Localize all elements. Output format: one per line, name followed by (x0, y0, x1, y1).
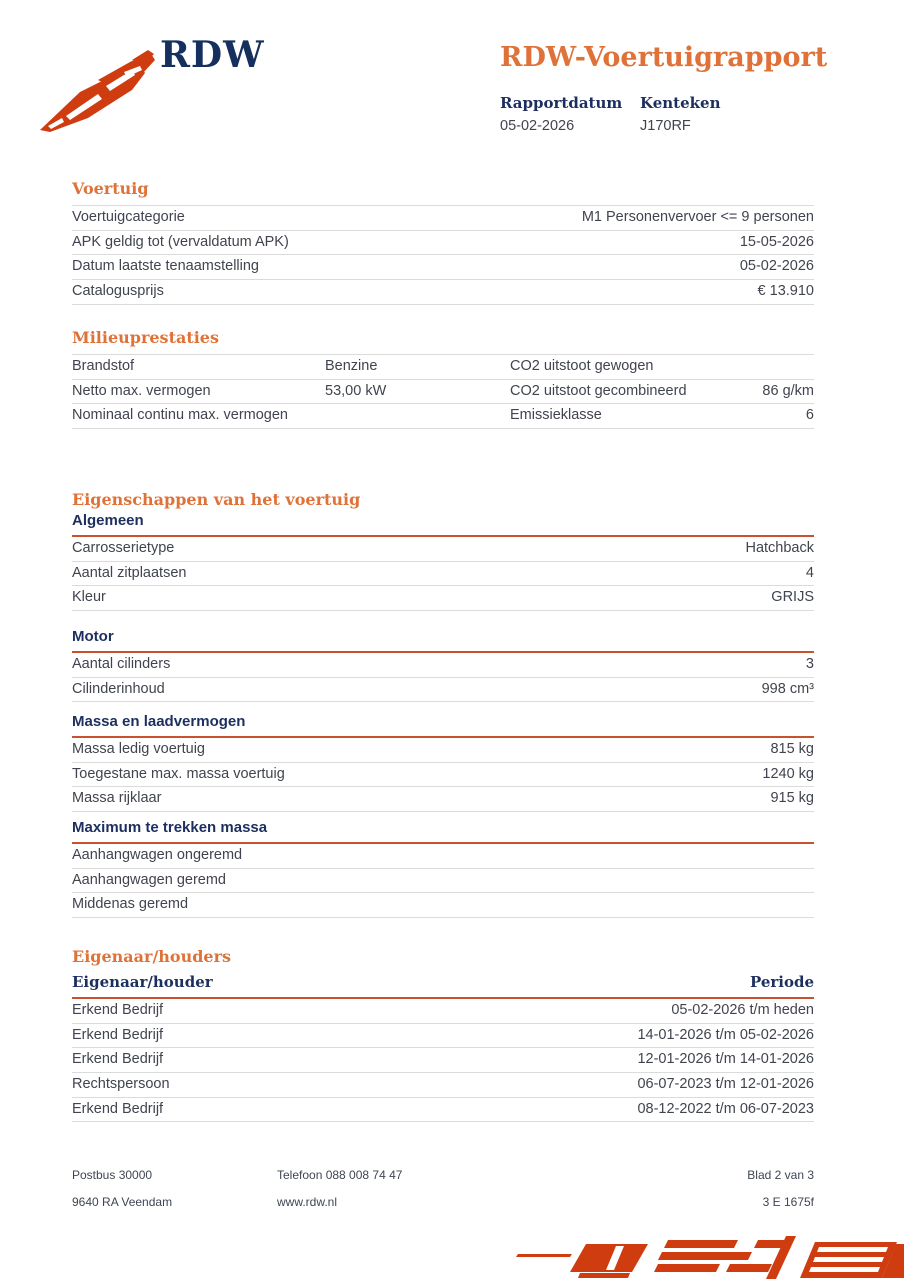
row-value: 12-01-2026 t/m 14-01-2026 (637, 1051, 814, 1068)
section-title-voertuig: Voertuig (72, 179, 149, 198)
section-voertuig (72, 179, 814, 305)
section-milieuprestaties (72, 328, 814, 429)
table-row (72, 787, 814, 812)
row-value: 3 (805, 656, 814, 672)
table-row (72, 1048, 814, 1073)
section-eigenaar-houders (72, 947, 814, 1122)
row-value: 815 kg (770, 741, 814, 757)
eigenaar-table-header (72, 973, 814, 999)
report-date-label: Rapportdatum (500, 94, 623, 112)
row-value: 6 (805, 407, 814, 424)
footer-form-code: 3 E 1675f (762, 1195, 814, 1209)
subsection-title-algemeen: Algemeen (72, 512, 814, 537)
report-meta (500, 94, 814, 134)
table-row (72, 653, 814, 678)
row-value: 15-05-2026 (739, 233, 814, 250)
eigenaar-col-owner: Eigenaar/houder (72, 973, 213, 991)
table-row (72, 255, 814, 280)
row-label: Datum laatste tenaamstelling (72, 258, 259, 275)
footer-website: www.rdw.nl (277, 1195, 338, 1209)
motor-rows (72, 653, 814, 702)
eigenaar-col-period: Periode (749, 973, 814, 991)
row-label: Aanhangwagen geremd (72, 871, 226, 888)
page-footer (72, 1168, 814, 1222)
row-label: Emissieklasse (510, 407, 602, 424)
row-label: Kleur (72, 589, 106, 606)
row-label: Erkend Bedrijf (72, 1100, 164, 1117)
report-date-value: 05-02-2026 (500, 118, 575, 134)
table-row (72, 678, 814, 703)
row-label: Voertuigcategorie (72, 209, 185, 225)
row-label: Netto max. vermogen (72, 382, 211, 399)
rdw-logo-feather-icon (36, 46, 158, 134)
row-label: Massa ledig voertuig (72, 741, 205, 757)
row-label: Toegestane max. massa voertuig (72, 765, 285, 782)
subsection-title-trekken-massa: Maximum te trekken massa (72, 819, 814, 844)
row-label: Brandstof (72, 358, 135, 374)
row-value: Benzine (325, 358, 378, 374)
row-label: Erkend Bedrijf (72, 1026, 164, 1043)
row-value: 4 (805, 564, 814, 581)
subsection-massa (72, 713, 814, 812)
row-label: Aantal cilinders (72, 656, 171, 672)
row-value: 05-02-2026 (739, 258, 814, 275)
row-label: CO2 uitstoot gecombineerd (510, 382, 687, 399)
row-label: APK geldig tot (vervaldatum APK) (72, 233, 289, 250)
table-row (72, 999, 814, 1024)
row-value: 998 cm³ (761, 680, 814, 697)
table-row (72, 738, 814, 763)
row-label: Massa rijklaar (72, 790, 162, 807)
row-value: 86 g/km (762, 382, 814, 399)
page-title: RDW-Voertuigrapport (500, 42, 828, 73)
subsection-motor (72, 628, 814, 702)
row-value: M1 Personenvervoer <= 9 personen (581, 209, 814, 225)
table-row (72, 869, 814, 894)
algemeen-rows (72, 537, 814, 611)
row-value: GRIJS (771, 589, 814, 606)
table-row (72, 763, 814, 788)
rdw-logo-text: RDW (160, 34, 265, 76)
table-row (72, 1024, 814, 1049)
row-label: Middenas geremd (72, 896, 189, 913)
eigenaar-rows (72, 999, 814, 1122)
footer-postbus: Postbus 30000 (72, 1168, 153, 1182)
subsection-title-massa: Massa en laadvermogen (72, 713, 814, 738)
row-label: Aantal zitplaatsen (72, 564, 187, 581)
row-label: Erkend Bedrijf (72, 1051, 164, 1068)
table-row (72, 562, 814, 587)
license-plate-label: Kenteken (640, 94, 721, 112)
row-value: 14-01-2026 t/m 05-02-2026 (637, 1026, 814, 1043)
voertuig-rows (72, 205, 814, 305)
row-label: Catalogusprijs (72, 283, 164, 300)
row-value: 05-02-2026 t/m heden (671, 1002, 814, 1018)
row-value: Hatchback (745, 540, 814, 556)
table-row (72, 1073, 814, 1098)
table-row (72, 280, 814, 305)
row-value: 1240 kg (762, 765, 814, 782)
table-row (72, 893, 814, 918)
row-label: Cilinderinhoud (72, 680, 165, 697)
table-row (72, 586, 814, 611)
table-row (72, 1098, 814, 1123)
row-value: 915 kg (770, 790, 814, 807)
row-label: CO2 uitstoot gewogen (510, 358, 654, 374)
milieuprestaties-rows (72, 354, 814, 429)
footer-city: 9640 RA Veendam (72, 1195, 173, 1209)
subsection-title-motor: Motor (72, 628, 814, 653)
license-plate-value: J170RF (640, 118, 691, 134)
row-label: Rechtspersoon (72, 1076, 170, 1093)
table-row (72, 355, 814, 380)
table-row (72, 844, 814, 869)
table-row (72, 206, 814, 231)
subsection-algemeen (72, 512, 814, 611)
table-row (72, 380, 814, 405)
footer-phone: Telefoon 088 008 74 47 (277, 1168, 403, 1182)
row-label: Carrosserietype (72, 540, 175, 556)
subsection-trekken-massa (72, 819, 814, 918)
row-value: 06-07-2023 t/m 12-01-2026 (637, 1076, 814, 1093)
trekken-massa-rows (72, 844, 814, 918)
table-row (72, 537, 814, 562)
table-row (72, 231, 814, 256)
massa-rows (72, 738, 814, 812)
row-value: 08-12-2022 t/m 06-07-2023 (637, 1100, 814, 1117)
section-title-eigenaar-houders: Eigenaar/houders (72, 947, 232, 966)
section-title-eigenschappen: Eigenschappen van het voertuig (72, 490, 361, 509)
table-row (72, 404, 814, 429)
row-value: 53,00 kW (325, 382, 387, 399)
rdw-speed-stripes-graphic (514, 1232, 904, 1280)
section-title-milieuprestaties: Milieuprestaties (72, 328, 219, 347)
footer-page-indicator: Blad 2 van 3 (747, 1168, 814, 1182)
row-label: Nominaal continu max. vermogen (72, 407, 288, 424)
row-label: Aanhangwagen ongeremd (72, 847, 243, 863)
row-value: € 13.910 (757, 283, 814, 300)
row-label: Erkend Bedrijf (72, 1002, 164, 1018)
